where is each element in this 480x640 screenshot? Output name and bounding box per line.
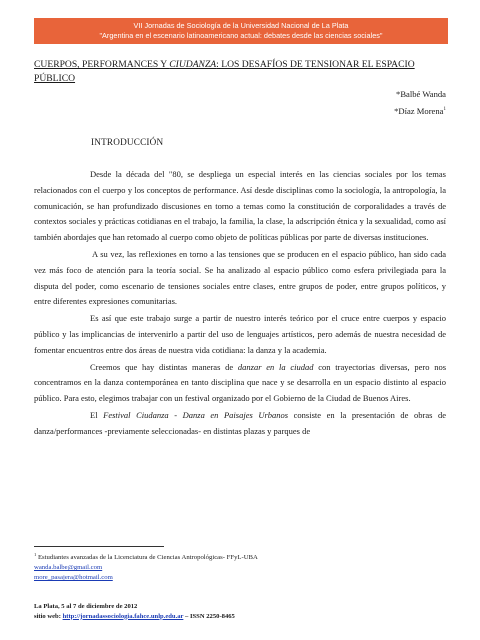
- paragraph-4: [34, 360, 446, 407]
- body-text: [34, 167, 446, 441]
- email-link-1[interactable]: wanda.balbe@gmail.com: [34, 564, 103, 572]
- footnote: [34, 550, 446, 583]
- author-2: [394, 104, 446, 117]
- paragraph-4-a: Creemos que hay distintas maneras de: [90, 361, 238, 372]
- paragraph-5-emphasis: Festival Ciudanza - Danza en Paisajes Urbanos: [103, 409, 289, 420]
- title-part-3: : LOS DESAFÍOS DE TENSIONAR EL ESPACIO PÚBLICO: [34, 59, 415, 84]
- title-part-1: CUERPOS, PERFORMANCES Y: [34, 59, 170, 70]
- author-1-name: *Balbé Wanda: [396, 89, 446, 99]
- footer-site-prefix: sitio web:: [34, 612, 63, 620]
- paragraph-4-emphasis: danzar en la ciudad: [237, 361, 314, 372]
- website-link[interactable]: http://jornadassociologia.fahce.unlp.edu.ar: [62, 612, 184, 620]
- author-2-name: *Díaz Morena: [394, 105, 444, 116]
- banner-line-1: VII Jornadas de Sociología de la Universidad Nacional de La Plata: [133, 21, 349, 30]
- paragraph-5-a: El: [90, 409, 104, 420]
- footnote-divider: [34, 546, 164, 547]
- footer-site: [34, 612, 446, 622]
- footnote-number: 1: [34, 552, 37, 557]
- footer-date: La Plata, 5 al 7 de diciembre de 2012: [34, 603, 138, 610]
- paragraph-3: Es así que este trabajo surge a partir de nuestro interés teórico por el cruce entre cuerpos y espacio público y las implicancias de intervenirlo a partir del uso de lenguajes artísticos, pero además de nuestra necesidad de fomentar encuentros entre dos áreas de nuestra vida cotidiana: la danza y la academia.: [34, 313, 446, 355]
- email-link-2[interactable]: more_pasajera@hotmail.com: [34, 574, 113, 582]
- paper-title: [34, 58, 446, 86]
- footnote-body: Estudiantes avanzadas de la Licenciatura de Ciencias Antropológicas- FFyL-UBA: [36, 554, 258, 562]
- paragraph-5: [34, 408, 446, 440]
- author-1: [396, 88, 446, 100]
- conference-banner: [34, 18, 448, 44]
- banner-line-2: "Argentina en el escenario latinoamericano actual: debates desde las ciencias sociales": [99, 30, 383, 40]
- paragraph-4-b: con trayectorias diversas, pero nos concentramos en la danza contemporánea en tanto disciplina que nace y se desarrolla en un espacio distinto al espacio público. Para esto, elegimos trabajar con un festival organizado por el Gobierno de la Ciudad de Buenos Aires.: [34, 361, 447, 404]
- footer-issn: – ISSN 2250-8465: [183, 612, 235, 620]
- paragraph-2: A su vez, las reflexiones en torno a las tensiones que se producen en el espacio público, han sido cada vez más foco de atención para la teoría social. Se ha analizado al espacio público como esfera privilegiada para la disputa del poder, como escenario de tensiones sociales entre clases, entre grupos de poder, entre grupos políticos, y entre diferentes expresiones comunitarias.: [34, 248, 446, 307]
- author-2-footnote-ref: 1: [443, 107, 446, 112]
- paragraph-5-b: consiste en la presentación de obras de danza/performances -previamente seleccionadas- en distintas plazas y parques de: [34, 409, 446, 436]
- footnote-text: [34, 550, 446, 563]
- page-footer: [34, 602, 446, 621]
- title-part-2: CIUDANZA: [169, 59, 217, 70]
- paragraph-1: Desde la década del "80, se despliega un especial interés en las ciencias sociales por los temas relacionados con el cuerpo y los conceptos de performance. Así desde disciplinas como la sociología, la antropología, la comunicación, se han profundizado discusiones en torno a temas como la constitución de corporalidades a través de contextos sociales y prácticas cotidianas en el trabajo, la familia, la clase, la adscripción étnica y la sexualidad, como así también abordajes que han retomado al cuerpo como objeto de políticas públicas por parte de diversas instituciones.: [34, 169, 446, 243]
- section-heading: INTRODUCCIÓN: [91, 137, 164, 147]
